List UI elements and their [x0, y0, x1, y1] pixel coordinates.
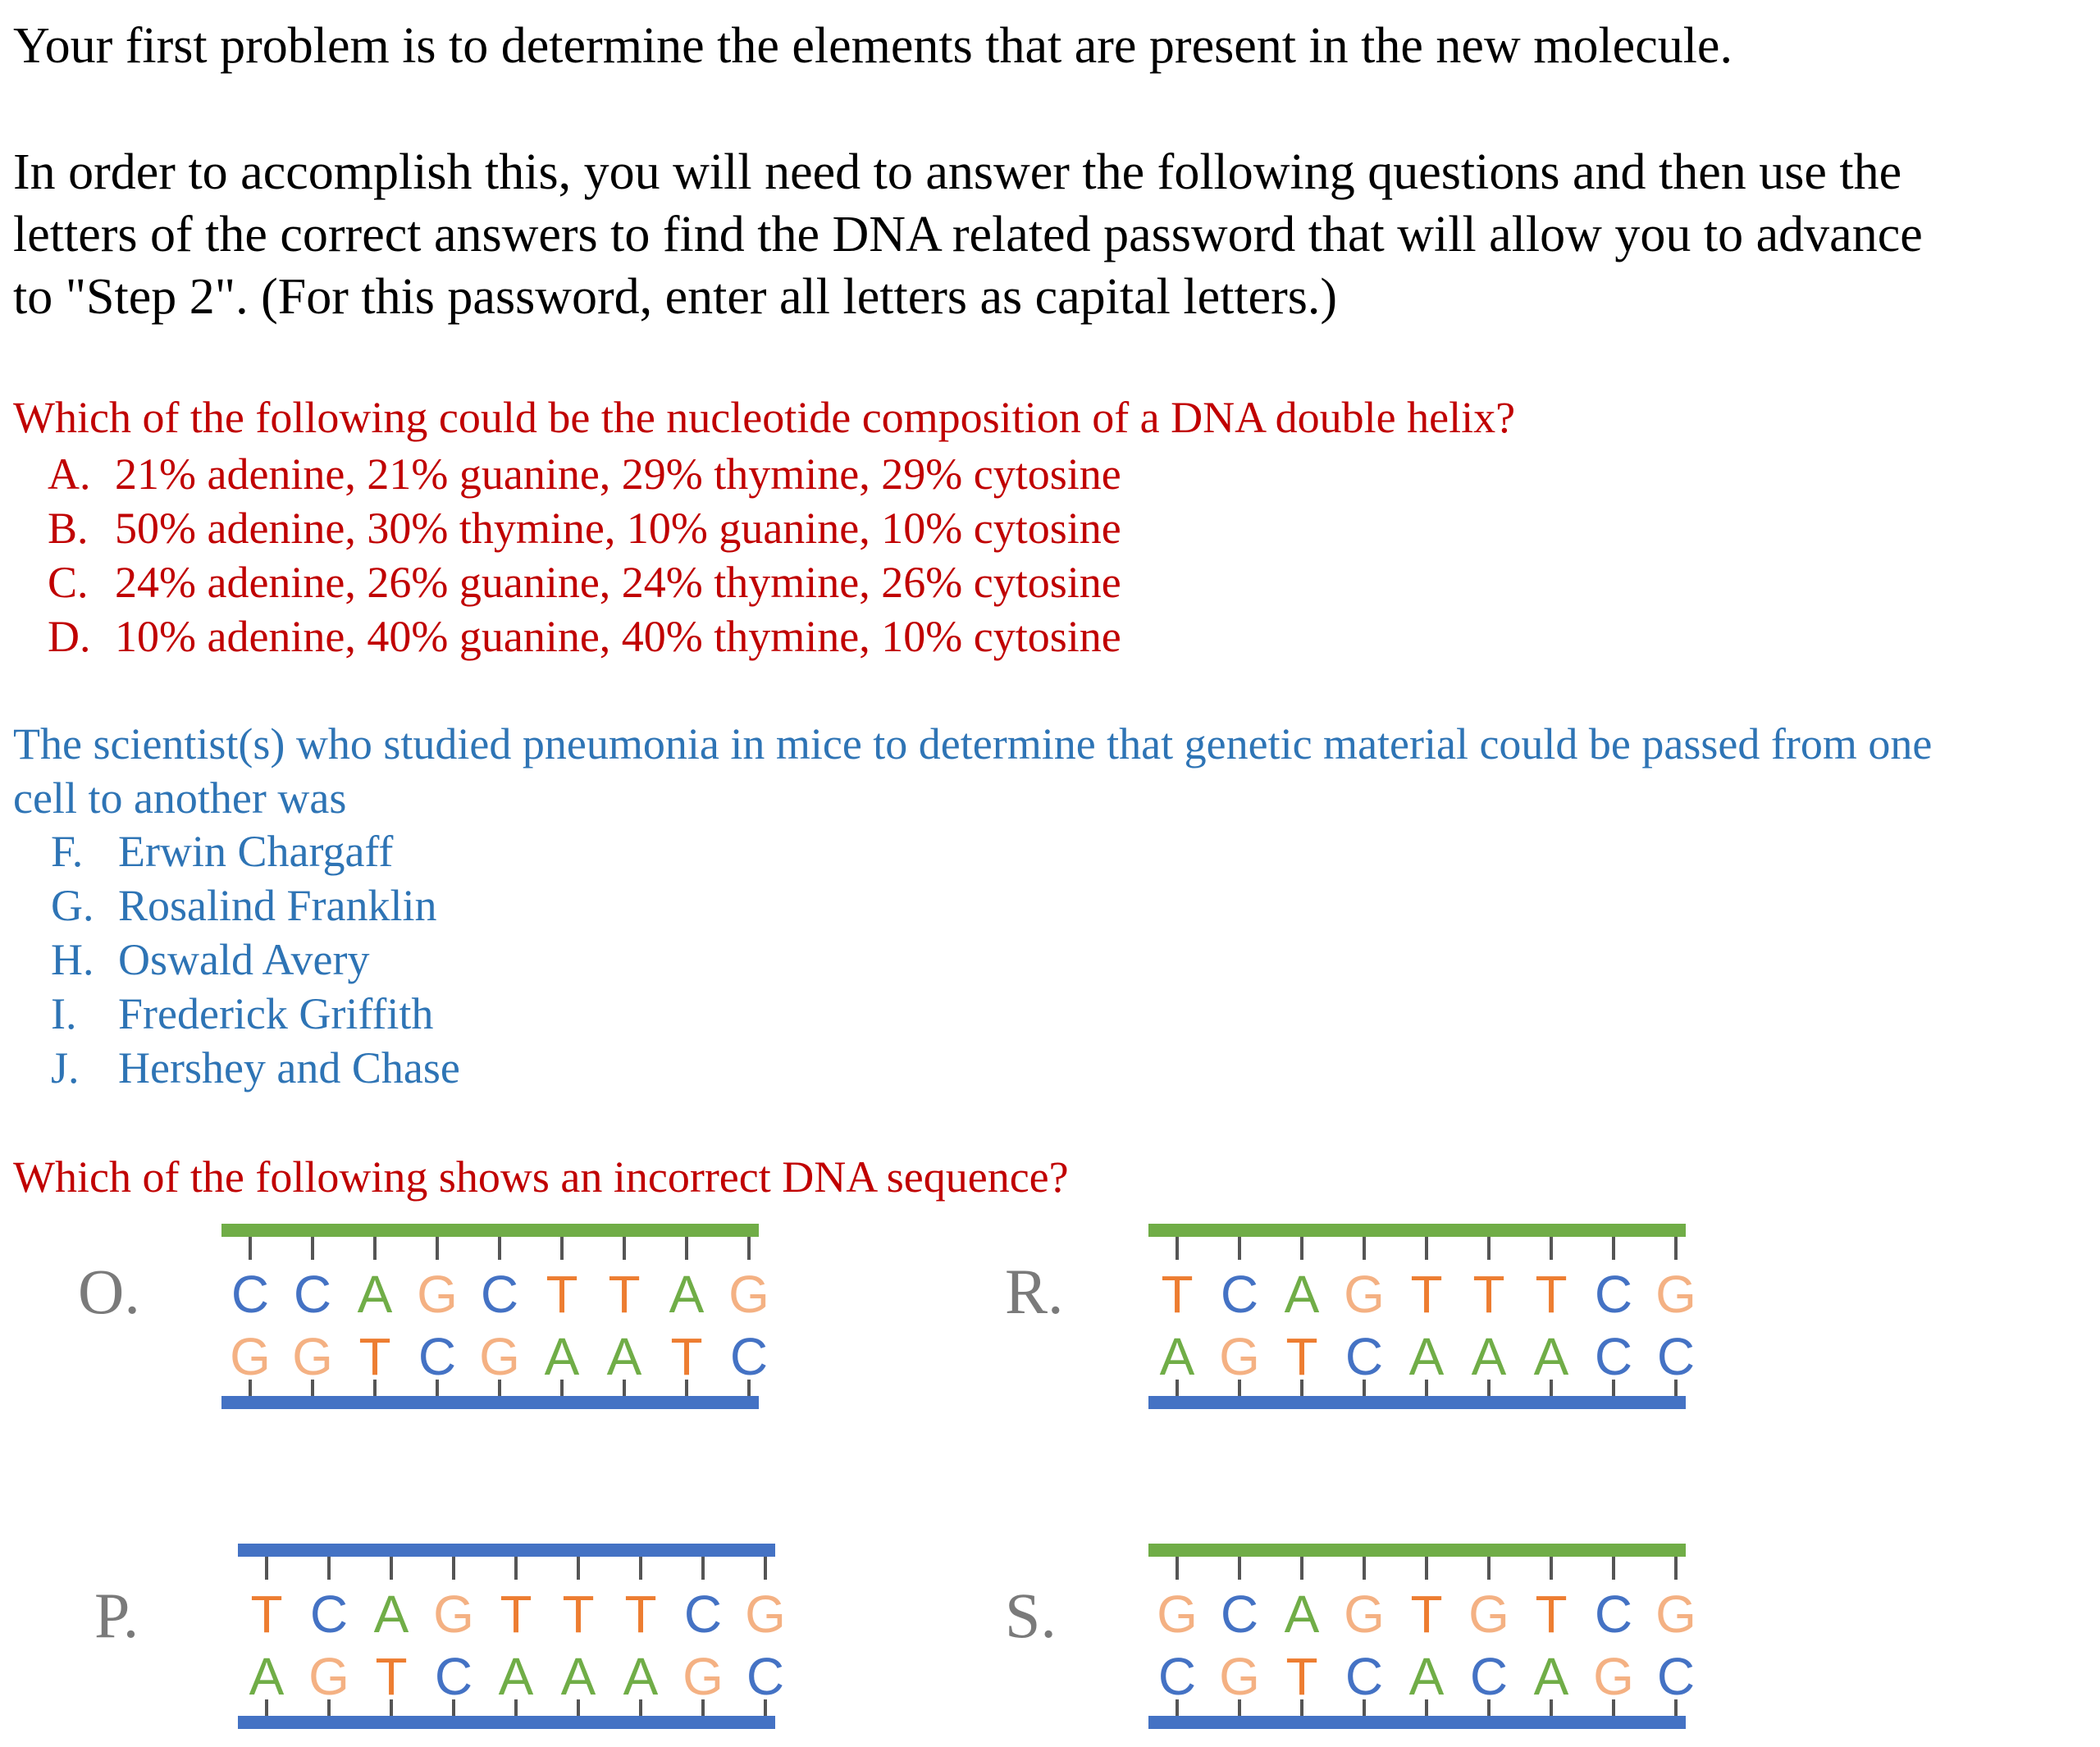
option-letter: I.: [51, 989, 77, 1038]
bottom-base-letter: C: [729, 1327, 769, 1386]
top-base-letter: T: [624, 1585, 657, 1644]
question-2-line: The scientist(s) who studied pneumonia in mice to determine that genetic material could be passed from one: [13, 719, 1933, 769]
top-base-letter: G: [433, 1585, 474, 1644]
top-base-letter: G: [1468, 1585, 1509, 1644]
option-text: 24% adenine, 26% guanine, 24% thymine, 26% cytosine: [115, 558, 1121, 607]
question-2-option-h: [51, 933, 460, 987]
option-text: Frederick Griffith: [118, 989, 434, 1038]
top-base-letter: T: [250, 1585, 283, 1644]
bottom-base-letter: A: [560, 1647, 596, 1706]
top-base-letter: G: [417, 1265, 458, 1324]
bottom-backbone: [1148, 1716, 1686, 1729]
bottom-base-letter: A: [1471, 1327, 1507, 1386]
question-2-option-j: [51, 1041, 460, 1095]
intro-paragraph: [13, 141, 1923, 328]
option-letter: D.: [48, 612, 91, 661]
bottom-base-letter: G: [1219, 1647, 1260, 1706]
bottom-base-letter: C: [1594, 1327, 1633, 1386]
option-text: 10% adenine, 40% guanine, 40% thymine, 10% cytosine: [115, 612, 1121, 661]
question-2-options: [51, 824, 460, 1095]
option-text: Oswald Avery: [118, 935, 370, 984]
bottom-base-letter: G: [479, 1327, 520, 1386]
question-2-option-g: [51, 878, 460, 933]
option-letter: C.: [48, 558, 89, 607]
top-base-letter: T: [546, 1265, 578, 1324]
option-letter: J.: [51, 1043, 80, 1092]
top-base-letter: C: [231, 1265, 270, 1324]
top-base-letter: T: [1161, 1265, 1194, 1324]
dna-diagram-label: S.: [1005, 1580, 1057, 1651]
bottom-backbone: [221, 1396, 759, 1409]
bottom-base-letter: C: [418, 1327, 457, 1386]
dna-diagram-s: [1005, 1534, 1710, 1739]
bottom-base-letter: G: [292, 1327, 333, 1386]
top-base-letter: C: [480, 1265, 519, 1324]
top-backbone: [1148, 1224, 1686, 1237]
top-base-letter: T: [608, 1265, 641, 1324]
bottom-base-letter: A: [1533, 1647, 1569, 1706]
top-base-letter: A: [357, 1265, 393, 1324]
option-text: Hershey and Chase: [118, 1043, 460, 1092]
top-base-letter: T: [1410, 1585, 1443, 1644]
dna-strand-graphic: [78, 1214, 783, 1419]
top-base-letter: G: [1344, 1585, 1385, 1644]
top-base-letter: A: [1284, 1265, 1320, 1324]
option-letter: B.: [48, 504, 89, 553]
option-text: 50% adenine, 30% thymine, 10% guanine, 10% cytosine: [115, 504, 1121, 553]
bottom-base-letter: A: [606, 1327, 642, 1386]
option-text: Erwin Chargaff: [118, 827, 394, 876]
question-1-option-c: [48, 555, 1121, 609]
top-base-letter: C: [1220, 1585, 1259, 1644]
dna-strand-graphic: [94, 1534, 800, 1739]
intro-heading: Your first problem is to determine the elements that are present in the new molecule.: [13, 18, 1732, 74]
top-base-letter: A: [373, 1585, 409, 1644]
bottom-base-letter: G: [1593, 1647, 1634, 1706]
question-3-text: Which of the following shows an incorrect DNA sequence?: [13, 1152, 1069, 1202]
bottom-base-letter: A: [1159, 1327, 1195, 1386]
option-letter: F.: [51, 827, 84, 876]
bottom-base-letter: A: [1408, 1647, 1445, 1706]
dna-diagram-r: [1005, 1214, 1710, 1419]
bottom-base-letter: T: [375, 1647, 408, 1706]
bottom-base-letter: C: [1344, 1647, 1384, 1706]
top-base-letter: G: [1344, 1265, 1385, 1324]
top-base-letter: C: [293, 1265, 332, 1324]
top-base-letter: A: [669, 1265, 705, 1324]
option-text: 21% adenine, 21% guanine, 29% thymine, 29% cytosine: [115, 449, 1121, 499]
intro-paragraph-line: letters of the correct answers to find the DNA related password that will allow you to advance: [13, 207, 1923, 262]
question-2-text: [13, 717, 1932, 825]
top-base-letter: T: [500, 1585, 532, 1644]
top-base-letter: G: [1655, 1265, 1696, 1324]
top-base-letter: G: [728, 1265, 769, 1324]
option-letter: G.: [51, 881, 94, 930]
top-base-letter: G: [1655, 1585, 1696, 1644]
bottom-base-letter: G: [1219, 1327, 1260, 1386]
bottom-base-letter: C: [746, 1647, 785, 1706]
top-base-letter: T: [1535, 1265, 1568, 1324]
bottom-base-letter: G: [230, 1327, 271, 1386]
bottom-base-letter: T: [1285, 1327, 1318, 1386]
dna-diagram-o: [78, 1214, 783, 1419]
option-letter: H.: [51, 935, 94, 984]
question-2-option-f: [51, 824, 460, 878]
top-backbone: [221, 1224, 759, 1237]
bottom-base-letter: A: [498, 1647, 534, 1706]
top-base-letter: C: [1594, 1585, 1633, 1644]
option-text: Rosalind Franklin: [118, 881, 437, 930]
dna-diagram-label: R.: [1005, 1256, 1064, 1327]
bottom-base-letter: C: [1157, 1647, 1197, 1706]
bottom-backbone: [1148, 1396, 1686, 1409]
question-2-option-i: [51, 987, 460, 1041]
top-base-letter: T: [1472, 1265, 1505, 1324]
top-base-letter: A: [1284, 1585, 1320, 1644]
top-backbone: [238, 1544, 775, 1557]
top-base-letter: G: [1157, 1585, 1198, 1644]
bottom-base-letter: T: [670, 1327, 703, 1386]
bottom-base-letter: T: [1285, 1647, 1318, 1706]
bottom-base-letter: A: [544, 1327, 580, 1386]
bottom-base-letter: G: [682, 1647, 724, 1706]
top-base-letter: T: [562, 1585, 595, 1644]
intro-paragraph-line: In order to accomplish this, you will need to answer the following questions and then use the: [13, 144, 1902, 200]
top-base-letter: C: [1594, 1265, 1633, 1324]
bottom-base-letter: A: [623, 1647, 659, 1706]
option-letter: A.: [48, 449, 91, 499]
dna-diagram-label: O.: [78, 1256, 140, 1327]
top-base-letter: C: [683, 1585, 723, 1644]
question-1-option-d: [48, 609, 1121, 664]
bottom-backbone: [238, 1716, 775, 1729]
bottom-base-letter: C: [1344, 1327, 1384, 1386]
question-1-option-a: [48, 447, 1121, 501]
top-base-letter: T: [1535, 1585, 1568, 1644]
bottom-base-letter: G: [308, 1647, 349, 1706]
dna-diagram-label: P.: [94, 1580, 139, 1651]
question-1-text: Which of the following could be the nucleotide composition of a DNA double helix?: [13, 393, 1516, 442]
dna-strand-graphic: [1005, 1214, 1710, 1419]
dna-diagram-p: [94, 1534, 800, 1739]
bottom-base-letter: C: [1656, 1327, 1696, 1386]
top-base-letter: T: [1410, 1265, 1443, 1324]
bottom-base-letter: C: [1656, 1647, 1696, 1706]
top-base-letter: G: [745, 1585, 786, 1644]
bottom-base-letter: C: [1469, 1647, 1509, 1706]
bottom-base-letter: A: [1533, 1327, 1569, 1386]
bottom-base-letter: T: [358, 1327, 391, 1386]
top-backbone: [1148, 1544, 1686, 1557]
bottom-base-letter: C: [434, 1647, 473, 1706]
question-2-line: cell to another was: [13, 773, 347, 823]
question-1-option-b: [48, 501, 1121, 555]
dna-strand-graphic: [1005, 1534, 1710, 1739]
bottom-base-letter: A: [249, 1647, 285, 1706]
bottom-base-letter: A: [1408, 1327, 1445, 1386]
question-1-options: [48, 447, 1121, 664]
intro-paragraph-line: to "Step 2". (For this password, enter all letters as capital letters.): [13, 269, 1337, 325]
top-base-letter: C: [309, 1585, 349, 1644]
top-base-letter: C: [1220, 1265, 1259, 1324]
